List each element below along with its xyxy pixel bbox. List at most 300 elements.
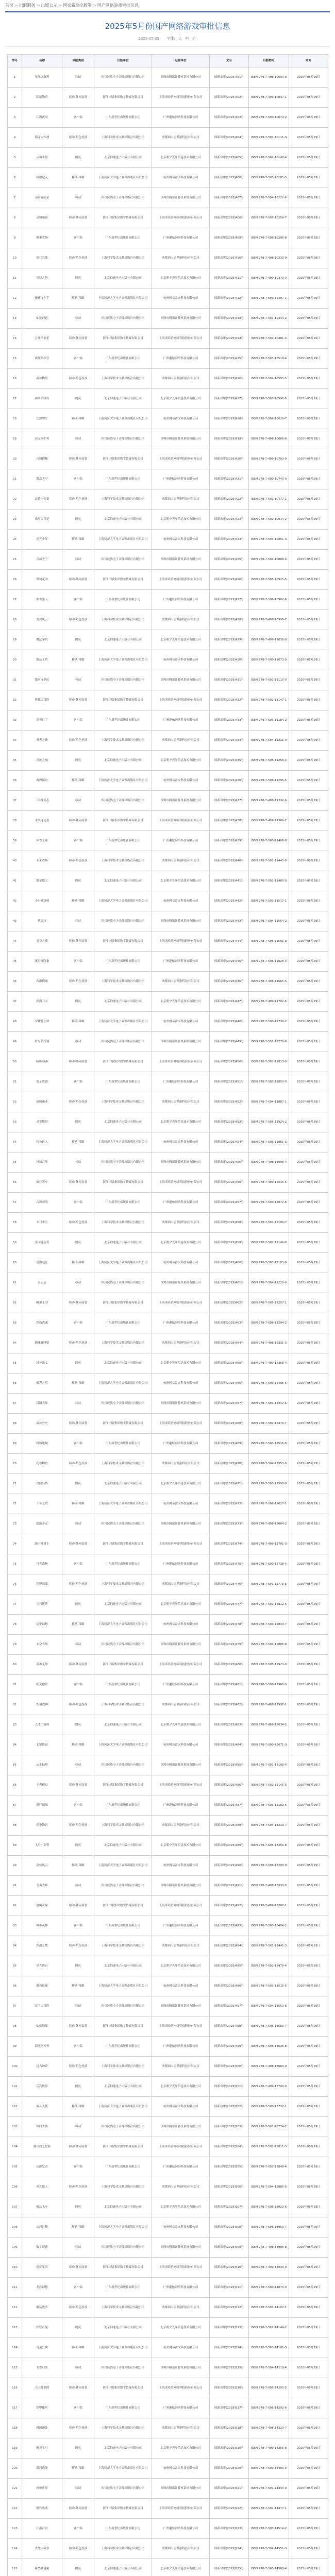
isbn-number: ISBN 978-7-499-13034-2 [249, 1715, 289, 1735]
approval-number: 国新出审[2025]454号 [210, 1132, 249, 1153]
approval-number: 国新出审[2025]459号 [210, 1233, 249, 1253]
operator-name: 深圳市腾讯计算机系统有限公司 [152, 1273, 210, 1293]
table-row [8, 2298, 328, 2318]
table-row [8, 1615, 328, 1635]
publisher-name: 四川民族电子音像出版社有限公司 [94, 1273, 152, 1293]
isbn-number: ISBN 978-7-503-11184-2 [249, 710, 289, 731]
row-index: 124 [8, 2539, 22, 2559]
game-name: 四季物语 [22, 1816, 62, 1836]
isbn-number: ISBN 978-7-502-10148-4 [249, 148, 289, 168]
publisher-name: 浙江出版集团数字传媒有限公司 [94, 1896, 152, 1916]
header-name: 名称 [22, 55, 62, 67]
operator-name: 北京朝夕光年信息技术有限公司 [152, 2197, 210, 2217]
game-category: 移动-角色扮演 [62, 1574, 94, 1595]
operator-name: 上海米哈游网络科技股份有限公司 [152, 690, 210, 710]
row-index: 104 [8, 2137, 22, 2157]
game-category: 网页 [62, 510, 94, 530]
game-category: 移动 [62, 670, 94, 690]
operator-name: 广州趣炫网络科技有限公司 [152, 1072, 210, 1092]
breadcrumb-link[interactable]: 国家新闻出版署 [63, 3, 92, 8]
game-name: 宝石迷阵 [22, 1595, 62, 1615]
publisher-name: 北京伯通电子出版社有限公司 [94, 1836, 152, 1856]
game-category: 移动-角色扮演 [62, 1454, 94, 1474]
table-row [8, 690, 328, 710]
publisher-name: 北京伯通电子出版社有限公司 [94, 2318, 152, 2338]
game-category: 网页 [62, 751, 94, 771]
row-index: 56 [8, 1173, 22, 1193]
approval-date: 2025年05月29日 [289, 1755, 328, 1775]
isbn-number: ISBN 978-7-505-12923-9 [249, 1655, 289, 1675]
game-name: 太空农场 [22, 1635, 62, 1655]
operator-name: 成都西山居世游科技有限公司 [152, 1816, 210, 1836]
row-index: 99 [8, 2037, 22, 2057]
publisher-name: 四川民族电子音像出版社有限公司 [94, 309, 152, 329]
row-index: 30 [8, 650, 22, 670]
table-row [8, 2238, 328, 2258]
row-index: 107 [8, 2197, 22, 2217]
isbn-number: ISBN 978-7-503-13182-6 [249, 1795, 289, 1816]
table-row [8, 469, 328, 489]
game-name: 次元守护者 [22, 429, 62, 449]
operator-name: 成都西山居世游科技有限公司 [152, 1574, 210, 1595]
approval-date: 2025年05月29日 [289, 2499, 328, 2519]
isbn-number: ISBN 978-7-506-11628-4 [249, 952, 289, 972]
publisher-name: 上海科学技术文献出版社有限公司 [94, 1092, 152, 1112]
approval-date: 2025年05月29日 [289, 2418, 328, 2438]
row-index: 71 [8, 1474, 22, 1494]
approval-date: 2025年05月29日 [289, 108, 328, 128]
table-row [8, 610, 328, 630]
row-index: 109 [8, 2238, 22, 2258]
approval-number: 国新出审[2025]462号 [210, 1293, 249, 1313]
table-row [8, 309, 328, 329]
game-name: 侠客行 [22, 911, 62, 931]
row-index: 49 [8, 1032, 22, 1052]
isbn-number: ISBN 978-7-503-13848-4 [249, 2157, 289, 2177]
game-category: 移动-角色扮演 [62, 2177, 94, 2197]
approval-number: 国新出审[2025]419号 [210, 429, 249, 449]
publisher-name: 广东新世纪出版社有限公司 [94, 831, 152, 851]
approval-date: 2025年05月29日 [289, 1273, 328, 1293]
approval-date: 2025年05月29日 [289, 2358, 328, 2378]
isbn-number: ISBN 978-7-500-14403-9 [249, 2459, 289, 2479]
row-index: 38 [8, 811, 22, 831]
breadcrumb-link[interactable]: 首页 [5, 3, 13, 8]
publisher-name: 浙江出版集团数字传媒有限公司 [94, 449, 152, 469]
game-category: 客户端 [62, 710, 94, 731]
game-name: 星海远征 [22, 1253, 62, 1273]
approval-number: 国新出审[2025]481号 [210, 1675, 249, 1695]
publisher-name: 四川民族电子音像出版社有限公司 [94, 1394, 152, 1414]
game-name: 时光杂货铺 [22, 1032, 62, 1052]
publisher-name: 上海科学技术文献出版社有限公司 [94, 1816, 152, 1836]
game-category: 移动-休闲益智 [62, 88, 94, 108]
row-index: 44 [8, 931, 22, 952]
publish-date: 2025-05-29 [138, 37, 160, 41]
table-row [8, 168, 328, 188]
operator-name: 广州趣炫网络科技有限公司 [152, 952, 210, 972]
game-category: 移动-策略 [62, 409, 94, 429]
font-size-small-button[interactable]: 小 [192, 37, 196, 41]
game-name: 星光舞台 [22, 1956, 62, 1976]
table-row [8, 1554, 328, 1574]
approval-number: 国新出审[2025]465号 [210, 1353, 249, 1374]
approval-date: 2025年05月29日 [289, 1615, 328, 1635]
approval-number: 国新出审[2025]416号 [210, 369, 249, 389]
game-category: 移动-休闲益智 [62, 449, 94, 469]
game-category: 网页 [62, 2318, 94, 2338]
approval-date: 2025年05月29日 [289, 2177, 328, 2197]
breadcrumb-separator: > [58, 3, 62, 8]
approval-date: 2025年05月29日 [289, 1976, 328, 1996]
game-name: 猫咪咖啡馆 [22, 1333, 62, 1353]
approval-date: 2025年05月29日 [289, 1213, 328, 1233]
table-body [8, 67, 328, 2576]
game-name: 森林物语 [22, 369, 62, 389]
publisher-name: 上海同济大学电子音像出版社有限公司 [94, 530, 152, 550]
game-name: 兔子快跑 [22, 1072, 62, 1092]
approval-number: 国新出审[2025]433号 [210, 710, 249, 731]
game-category: 移动-策略 [62, 650, 94, 670]
row-index: 67 [8, 1394, 22, 1414]
approval-date: 2025年05月29日 [289, 1695, 328, 1715]
row-index: 63 [8, 1313, 22, 1333]
game-name: 水果连连看 [22, 811, 62, 831]
approval-number: 国新出审[2025]413号 [210, 309, 249, 329]
isbn-number: ISBN 978-7-506-10629-7 [249, 409, 289, 429]
approval-number: 国新出审[2025]414号 [210, 329, 249, 349]
approval-number: 国新出审[2025]450号 [210, 1052, 249, 1072]
approval-number: 国新出审[2025]521号 [210, 2479, 249, 2499]
approval-table [7, 54, 328, 2576]
publisher-name: 北京伯通电子出版社有限公司 [94, 148, 152, 168]
row-index: 12 [8, 289, 22, 309]
publisher-name: 浙江出版集团数字传媒有限公司 [94, 931, 152, 952]
game-name: 糖果王国 [22, 1293, 62, 1313]
row-index: 43 [8, 911, 22, 931]
game-category: 移动 [62, 2117, 94, 2137]
game-name: 魔法学院 [22, 630, 62, 650]
approval-date: 2025年05月29日 [289, 972, 328, 992]
approval-number: 国新出审[2025]487号 [210, 1795, 249, 1816]
table-row [8, 1193, 328, 1213]
operator-name: 上海米哈游网络科技股份有限公司 [152, 1775, 210, 1795]
game-name: 剑气长歌 [22, 248, 62, 268]
game-name: 竞速狂飙 [22, 2338, 62, 2358]
isbn-number: ISBN 978-7-500-12405-5 [249, 1374, 289, 1394]
operator-name: 北京朝夕光年信息技术有限公司 [152, 148, 210, 168]
row-index: 46 [8, 972, 22, 992]
publisher-name: 广东新世纪出版社有限公司 [94, 710, 152, 731]
header-approval-no: 文号 [210, 55, 249, 67]
game-category: 移动 [62, 2358, 94, 2378]
approval-date: 2025年05月29日 [289, 550, 328, 570]
publisher-name: 北京伯通电子出版社有限公司 [94, 1353, 152, 1374]
row-index: 87 [8, 1795, 22, 1816]
game-category: 客户端 [62, 2519, 94, 2539]
approval-number: 国新出审[2025]494号 [210, 1936, 249, 1956]
operator-name: 杭州网易雷火科技有限公司 [152, 891, 210, 911]
table-row [8, 2358, 328, 2378]
table-row [8, 128, 328, 148]
game-category: 移动-策略 [62, 1132, 94, 1153]
game-name: 银河守卫队 [22, 670, 62, 690]
publisher-name: 广东新世纪出版社有限公司 [94, 2398, 152, 2418]
row-index: 42 [8, 891, 22, 911]
approval-number: 国新出审[2025]499号 [210, 2037, 249, 2057]
game-category: 客户端 [62, 831, 94, 851]
publisher-name: 四川民族电子音像出版社有限公司 [94, 1514, 152, 1534]
table-row [8, 67, 328, 88]
isbn-number: ISBN 978-7-504-10555-5 [249, 369, 289, 389]
row-index: 110 [8, 2258, 22, 2278]
table-row [8, 449, 328, 469]
isbn-number: ISBN 978-7-499-11369-7 [249, 811, 289, 831]
isbn-number: ISBN 978-7-502-12146-8 [249, 1233, 289, 1253]
approval-date: 2025年05月29日 [289, 2539, 328, 2559]
game-category: 移动-角色扮演 [62, 1695, 94, 1715]
publisher-name: 浙江出版集团数字传媒有限公司 [94, 2499, 152, 2519]
publisher-name: 四川民族电子音像出版社有限公司 [94, 429, 152, 449]
publisher-name: 四川民族电子音像出版社有限公司 [94, 2479, 152, 2499]
game-name: 北境传说 [22, 1735, 62, 1755]
isbn-number: ISBN 978-7-506-13293-9 [249, 1856, 289, 1876]
operator-name: 深圳市腾讯计算机系统有限公司 [152, 1514, 210, 1534]
publisher-name: 广东新世纪出版社有限公司 [94, 952, 152, 972]
approval-number: 国新出审[2025]452号 [210, 1092, 249, 1112]
isbn-number: ISBN 978-7-504-11887-1 [249, 1092, 289, 1112]
row-index: 68 [8, 1414, 22, 1434]
game-name: 西游降魔 [22, 972, 62, 992]
approval-number: 国新出审[2025]405号 [210, 148, 249, 168]
table-row [8, 208, 328, 228]
game-name: 百战天下 [22, 550, 62, 570]
publisher-name: 浙江出版集团数字传媒有限公司 [94, 2137, 152, 2157]
row-index: 86 [8, 1775, 22, 1795]
game-category: 移动-角色扮演 [62, 2418, 94, 2438]
row-index: 36 [8, 771, 22, 791]
operator-name: 北京朝夕光年信息技术有限公司 [152, 2438, 210, 2459]
table-row [8, 871, 328, 891]
game-category: 移动-策略 [62, 2217, 94, 2238]
isbn-number: ISBN 978-7-498-13330-0 [249, 1876, 289, 1896]
approval-number: 国新出审[2025]411号 [210, 268, 249, 289]
row-index: 34 [8, 731, 22, 751]
game-category: 移动-策略 [62, 1976, 94, 1996]
operator-name: 杭州网易雷火科技有限公司 [152, 1735, 210, 1755]
game-category: 网页 [62, 389, 94, 409]
approval-date: 2025年05月29日 [289, 1595, 328, 1615]
operator-name: 杭州网易雷火科技有限公司 [152, 2459, 210, 2479]
publisher-name: 四川民族电子音像出版社有限公司 [94, 2358, 152, 2378]
approval-date: 2025年05月29日 [289, 2137, 328, 2157]
table-row [8, 2177, 328, 2197]
approval-date: 2025年05月29日 [289, 248, 328, 268]
game-category: 移动 [62, 188, 94, 208]
isbn-number: ISBN 978-7-501-10111-3 [249, 128, 289, 148]
approval-number: 国新出审[2025]421号 [210, 469, 249, 489]
approval-date: 2025年05月29日 [289, 610, 328, 630]
approval-date: 2025年05月29日 [289, 1836, 328, 1856]
publisher-name: 上海科学技术文献出版社有限公司 [94, 128, 152, 148]
game-category: 移动 [62, 791, 94, 811]
game-category: 移动-策略 [62, 771, 94, 791]
game-name: 未来战场 [22, 851, 62, 871]
operator-name: 深圳市腾讯计算机系统有限公司 [152, 1755, 210, 1775]
game-name: 精灵宝可 [22, 2438, 62, 2459]
row-index: 59 [8, 1233, 22, 1253]
row-index: 105 [8, 2157, 22, 2177]
approval-number: 国新出审[2025]422号 [210, 489, 249, 510]
table-row [8, 1273, 328, 1293]
approval-number: 国新出审[2025]480号 [210, 1655, 249, 1675]
breadcrumb-separator: > [93, 3, 96, 8]
approval-date: 2025年05月29日 [289, 851, 328, 871]
row-index: 8 [8, 208, 22, 228]
font-size-medium-button[interactable]: 中 [185, 37, 189, 41]
game-name: 拼图大师 [22, 1394, 62, 1414]
game-name: 山河社稷 [22, 2217, 62, 2238]
isbn-number: ISBN 978-7-506-10962-6 [249, 590, 289, 610]
game-category: 网页 [62, 148, 94, 168]
game-name: 王者棋局 [22, 1775, 62, 1795]
approval-date: 2025年05月29日 [289, 2037, 328, 2057]
game-name: 古城探秘 [22, 449, 62, 469]
operator-name: 成都西山居世游科技有限公司 [152, 2057, 210, 2077]
publisher-name: 上海同济大学电子音像出版社有限公司 [94, 1253, 152, 1273]
row-index: 50 [8, 1052, 22, 1072]
approval-number: 国新出审[2025]434号 [210, 731, 249, 751]
game-name: 繁星旅人 [22, 871, 62, 891]
game-name: 机械迷城 [22, 1434, 62, 1454]
operator-name: 成都西山居世游科技有限公司 [152, 1454, 210, 1474]
row-index: 26 [8, 570, 22, 590]
approval-date: 2025年05月29日 [289, 2238, 328, 2258]
breadcrumb-link[interactable]: 出版公示 [41, 3, 58, 8]
game-name: 极光之境 [22, 1374, 62, 1394]
game-category: 移动-角色扮演 [62, 248, 94, 268]
row-index: 51 [8, 1072, 22, 1092]
operator-name: 上海米哈游网络科技股份有限公司 [152, 1173, 210, 1193]
table-row [8, 2519, 328, 2539]
publisher-name: 北京伯通电子出版社有限公司 [94, 268, 152, 289]
approval-date: 2025年05月29日 [289, 2057, 328, 2077]
approval-number: 国新出审[2025]483号 [210, 1715, 249, 1735]
approval-date: 2025年05月29日 [289, 931, 328, 952]
approval-number: 国新出审[2025]472号 [210, 1494, 249, 1514]
publisher-name: 浙江出版集团数字传媒有限公司 [94, 1414, 152, 1434]
table-row [8, 710, 328, 731]
approval-date: 2025年05月29日 [289, 2438, 328, 2459]
game-name: 超能少女 [22, 1514, 62, 1534]
operator-name: 上海米哈游网络科技股份有限公司 [152, 2137, 210, 2157]
row-index: 57 [8, 1193, 22, 1213]
row-index: 21 [8, 469, 22, 489]
game-category: 客户端 [62, 1554, 94, 1574]
approval-number: 国新出审[2025]473号 [210, 1514, 249, 1534]
approval-number: 国新出审[2025]508号 [210, 2217, 249, 2238]
game-category: 网页 [62, 1233, 94, 1253]
font-size-large-button[interactable]: 大 [178, 37, 182, 41]
game-category: 移动-策略 [62, 1615, 94, 1635]
isbn-number: ISBN 978-7-502-14477-1 [249, 2499, 289, 2519]
approval-date: 2025年05月29日 [289, 1514, 328, 1534]
isbn-number: ISBN 978-7-503-12849-7 [249, 1615, 289, 1635]
row-index: 77 [8, 1595, 22, 1615]
operator-name: 上海米哈游网络科技股份有限公司 [152, 449, 210, 469]
operator-name: 北京朝夕光年信息技术有限公司 [152, 1595, 210, 1615]
isbn-number: ISBN 978-7-504-13219-7 [249, 1816, 289, 1836]
approval-date: 2025年05月29日 [289, 2378, 328, 2398]
operator-name: 广州趣炫网络科技有限公司 [152, 2037, 210, 2057]
approval-number: 国新出审[2025]466号 [210, 1374, 249, 1394]
row-index: 97 [8, 1996, 22, 2016]
approval-date: 2025年05月29日 [289, 771, 328, 791]
operator-name: 广州趣炫网络科技有限公司 [152, 1434, 210, 1454]
operator-name: 杭州网易雷火科技有限公司 [152, 650, 210, 670]
operator-name: 上海米哈游网络科技股份有限公司 [152, 931, 210, 952]
breadcrumb-link[interactable]: 国产网络游戏审批信息 [97, 3, 139, 8]
isbn-number: ISBN 978-7-500-10074-2 [249, 108, 289, 128]
publisher-name: 上海科学技术文献出版社有限公司 [94, 1695, 152, 1715]
table-row [8, 650, 328, 670]
isbn-number: ISBN 978-7-502-13145-5 [249, 1775, 289, 1795]
approval-number: 国新出审[2025]495号 [210, 1956, 249, 1976]
row-index: 18 [8, 409, 22, 429]
game-category: 移动 [62, 429, 94, 449]
publisher-name: 广东新世纪出版社有限公司 [94, 2519, 152, 2539]
row-index: 33 [8, 710, 22, 731]
publisher-name: 广东新世纪出版社有限公司 [94, 1313, 152, 1333]
table-row [8, 1816, 328, 1836]
approval-date: 2025年05月29日 [289, 1896, 328, 1916]
isbn-number: ISBN 978-7-498-10000-0 [249, 67, 289, 88]
publisher-name: 上海科学技术文献出版社有限公司 [94, 1333, 152, 1353]
game-category: 客户端 [62, 228, 94, 248]
approval-date: 2025年05月29日 [289, 409, 328, 429]
table-row [8, 2378, 328, 2398]
isbn-number: ISBN 978-7-503-14514-2 [249, 2519, 289, 2539]
approval-number: 国新出审[2025]404号 [210, 128, 249, 148]
operator-name: 广州趣炫网络科技有限公司 [152, 1795, 210, 1816]
game-category: 移动-休闲益智 [62, 1534, 94, 1554]
operator-name: 杭州网易雷火科技有限公司 [152, 530, 210, 550]
approval-date: 2025年05月29日 [289, 670, 328, 690]
isbn-number: ISBN 978-7-505-10925-5 [249, 570, 289, 590]
approval-number: 国新出审[2025]451号 [210, 1072, 249, 1092]
table-row [8, 1434, 328, 1454]
table-row [8, 2258, 328, 2278]
approval-number: 国新出审[2025]456号 [210, 1173, 249, 1193]
approval-date: 2025年05月29日 [289, 1374, 328, 1394]
approval-date: 2025年05月29日 [289, 1112, 328, 1132]
approval-date: 2025年05月29日 [289, 369, 328, 389]
table-row [8, 791, 328, 811]
row-index: 48 [8, 1012, 22, 1032]
approval-date: 2025年05月29日 [289, 1293, 328, 1313]
row-index: 29 [8, 630, 22, 650]
publisher-name: 北京伯通电子出版社有限公司 [94, 751, 152, 771]
header-date: 时间 [289, 55, 328, 67]
publisher-name: 北京伯通电子出版社有限公司 [94, 1715, 152, 1735]
row-index: 81 [8, 1675, 22, 1695]
game-category: 移动-休闲益智 [62, 2499, 94, 2519]
isbn-number: ISBN 978-7-500-10407-1 [249, 289, 289, 309]
row-index: 58 [8, 1213, 22, 1233]
isbn-number: ISBN 978-7-499-12035-5 [249, 1173, 289, 1193]
isbn-number: ISBN 978-7-502-10481-3 [249, 329, 289, 349]
breadcrumb-link[interactable]: 出版服务 [19, 3, 36, 8]
